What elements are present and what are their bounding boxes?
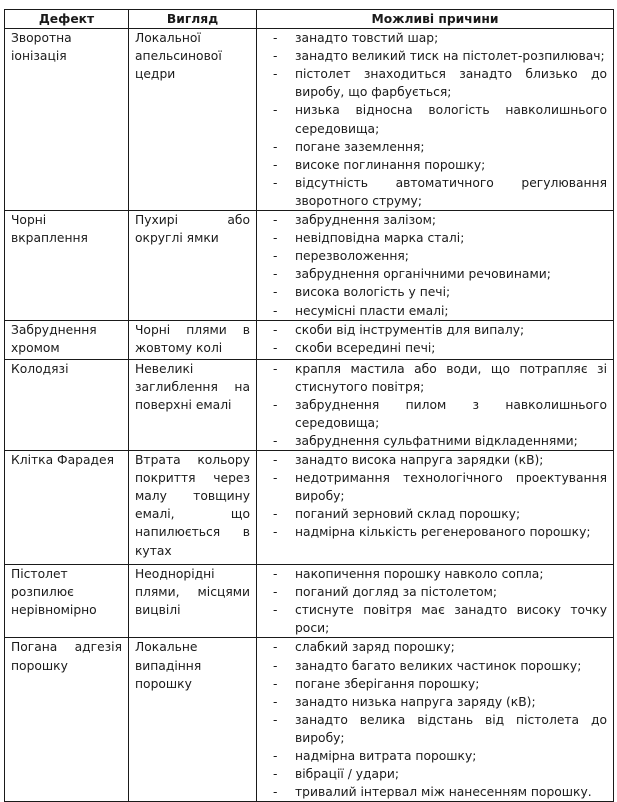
possible-causes: [257, 565, 614, 638]
table-row: [5, 359, 614, 450]
cause-text: занадто товстий шар;: [295, 31, 439, 46]
cause-item: [263, 211, 607, 229]
bullet-dash: -: [273, 157, 278, 172]
cause-item: [263, 451, 607, 469]
table-row: [5, 451, 614, 565]
bullet-dash: -: [273, 471, 278, 486]
cause-text: крапля мастила або води, що потрапляє зі стиснутого повітря;: [295, 361, 607, 394]
cause-item: [263, 174, 607, 210]
bullet-dash: -: [273, 585, 278, 600]
bullet-dash: -: [273, 31, 278, 46]
defect-name: Забруднення хромом: [5, 320, 129, 359]
table-row: [5, 638, 614, 802]
bullet-dash: -: [273, 213, 278, 228]
cause-text: висока вологість у печі;: [295, 285, 451, 300]
cause-text: поганий зерновий склад порошку;: [295, 507, 521, 522]
bullet-dash: -: [273, 676, 278, 691]
bullet-dash: -: [273, 103, 278, 118]
bullet-dash: -: [273, 175, 278, 190]
cause-text: слабкий заряд порошку;: [295, 640, 455, 655]
bullet-dash: -: [273, 303, 278, 318]
bullet-dash: -: [273, 712, 278, 727]
cause-list: [263, 360, 607, 450]
cause-item: [263, 339, 607, 357]
defect-appearance: Невеликі заглиблення на поверхні емалі: [129, 359, 257, 450]
bullet-dash: -: [273, 694, 278, 709]
cause-item: [263, 156, 607, 174]
defect-name: Колодязі: [5, 359, 129, 450]
cause-text: погане заземлення;: [295, 139, 425, 154]
possible-causes: [257, 29, 614, 211]
bullet-dash: -: [273, 433, 278, 448]
bullet-dash: -: [273, 525, 278, 540]
defect-name: Чорні вкраплення: [5, 211, 129, 321]
cause-text: забруднення пилом з навколишнього середовища;: [295, 397, 607, 430]
bullet-dash: -: [273, 231, 278, 246]
cause-list: [263, 565, 607, 637]
cause-text: несумісні пласти емалі;: [295, 303, 449, 318]
cause-item: [263, 747, 607, 765]
cause-item: [263, 711, 607, 747]
defect-appearance: Пухирі або округлі ямки: [129, 211, 257, 321]
bullet-dash: -: [273, 603, 278, 618]
cause-text: низька відносна вологість навколишнього середовища;: [295, 103, 607, 136]
cause-item: [263, 565, 607, 583]
cause-list: [263, 211, 607, 320]
bullet-dash: -: [273, 49, 278, 64]
cause-item: [263, 523, 607, 541]
cause-text: відсутність автоматичного регулювання зворотного струму;: [295, 175, 607, 208]
bullet-dash: -: [273, 658, 278, 673]
table-row: [5, 565, 614, 638]
bullet-dash: -: [273, 67, 278, 82]
cause-item: [263, 29, 607, 47]
cause-text: надмірна витрата порошку;: [295, 749, 477, 763]
defects-table: [4, 9, 614, 802]
table-row: [5, 211, 614, 321]
defect-name: Зворотна іонізація: [5, 29, 129, 211]
bullet-dash: -: [273, 267, 278, 282]
cause-text: високе поглинання порошку;: [295, 157, 486, 172]
cause-text: невідповідна марка сталі;: [295, 231, 465, 246]
bullet-dash: -: [273, 453, 278, 468]
cause-item: [263, 47, 607, 65]
cause-item: [263, 432, 607, 450]
defect-name: Пістолет розпилює нерівномірно: [5, 565, 129, 638]
table-row: [5, 29, 614, 211]
cause-text: занадто низька напруга заряду (кВ);: [295, 694, 536, 709]
possible-causes: [257, 638, 614, 802]
cause-item: [263, 321, 607, 339]
cause-item: [263, 101, 607, 137]
cause-text: скоби всередині печі;: [295, 340, 436, 355]
defect-appearance: Локальної апельсинової цедри: [129, 29, 257, 211]
bullet-dash: -: [273, 249, 278, 264]
cause-text: скоби від інструментів для випалу;: [295, 322, 525, 337]
possible-causes: [257, 211, 614, 321]
possible-causes: [257, 451, 614, 565]
bullet-dash: -: [273, 285, 278, 300]
cause-text: забруднення органічними речовинами;: [295, 267, 551, 282]
bullet-dash: -: [273, 340, 278, 355]
cause-list: [263, 321, 607, 357]
defect-appearance: Чорні плями в жовтому колі: [129, 320, 257, 359]
possible-causes: [257, 359, 614, 450]
bullet-dash: -: [273, 361, 278, 376]
cause-item: [263, 765, 607, 783]
bullet-dash: -: [273, 749, 278, 763]
cause-text: забруднення сульфатними відкладеннями;: [295, 433, 578, 448]
bullet-dash: -: [273, 767, 278, 782]
cause-text: недотримання технологічного проектування виробу;: [295, 471, 607, 504]
cause-text: занадто велика відстань від пістолета до виробу;: [295, 712, 607, 745]
bullet-dash: -: [273, 139, 278, 154]
cause-text: погане зберігання порошку;: [295, 676, 480, 691]
defect-appearance: Локальне випадіння порошку: [129, 638, 257, 802]
cause-text: стиснуте повітря має занадто високу точку роси;: [295, 603, 607, 636]
cause-text: поганий догляд за пістолетом;: [295, 585, 498, 600]
cause-text: пістолет знаходиться занадто близько до виробу, що фарбується;: [295, 67, 607, 100]
cause-item: [263, 638, 607, 656]
cause-item: [263, 675, 607, 693]
defect-name: Погана адгезія порошку: [5, 638, 129, 802]
header-causes: Можливі причини: [257, 10, 614, 29]
cause-text: занадто висока напруга зарядки (кВ);: [295, 453, 544, 468]
cause-list: [263, 451, 607, 541]
cause-text: вібрації / удари;: [295, 767, 400, 782]
cause-text: перезволоження;: [295, 249, 409, 264]
cause-list: [263, 29, 607, 210]
cause-text: забруднення залізом;: [295, 213, 437, 228]
cause-text: накопичення порошку навколо сопла;: [295, 567, 544, 582]
cause-item: [263, 783, 607, 801]
bullet-dash: -: [273, 507, 278, 522]
possible-causes: [257, 320, 614, 359]
cause-item: [263, 65, 607, 101]
header-appearance: Вигляд: [129, 10, 257, 29]
cause-item: [263, 505, 607, 523]
header-row: [5, 10, 614, 29]
bullet-dash: -: [273, 785, 278, 800]
cause-item: [263, 583, 607, 601]
cause-item: [263, 469, 607, 505]
bullet-dash: -: [273, 640, 278, 655]
cause-item: [263, 396, 607, 432]
cause-text: занадто багато великих частинок порошку;: [295, 658, 582, 673]
cause-text: занадто великий тиск на пістолет-розпилювач;: [295, 49, 605, 64]
bullet-dash: -: [273, 397, 278, 412]
cause-item: [263, 302, 607, 320]
cause-item: [263, 657, 607, 675]
header-defect: Дефект: [5, 10, 129, 29]
defect-name: Клітка Фарадея: [5, 451, 129, 565]
cause-item: [263, 283, 607, 301]
table-row: [5, 320, 614, 359]
cause-item: [263, 138, 607, 156]
defect-appearance: Втрата кольору покриття через малу товщину емалі, що напилюється в кутах: [129, 451, 257, 565]
cause-text: тривалий інтервал між нанесенням порошку.: [295, 785, 592, 800]
cause-item: [263, 360, 607, 396]
cause-item: [263, 265, 607, 283]
cause-list: [263, 638, 607, 801]
cause-item: [263, 247, 607, 265]
cause-item: [263, 229, 607, 247]
cause-item: [263, 601, 607, 637]
bullet-dash: -: [273, 322, 278, 337]
defect-appearance: Неоднорідні плями, місцями вицвілі: [129, 565, 257, 638]
cause-text: надмірна кількість регенерованого порошку;: [295, 525, 591, 540]
cause-item: [263, 693, 607, 711]
bullet-dash: -: [273, 567, 278, 582]
